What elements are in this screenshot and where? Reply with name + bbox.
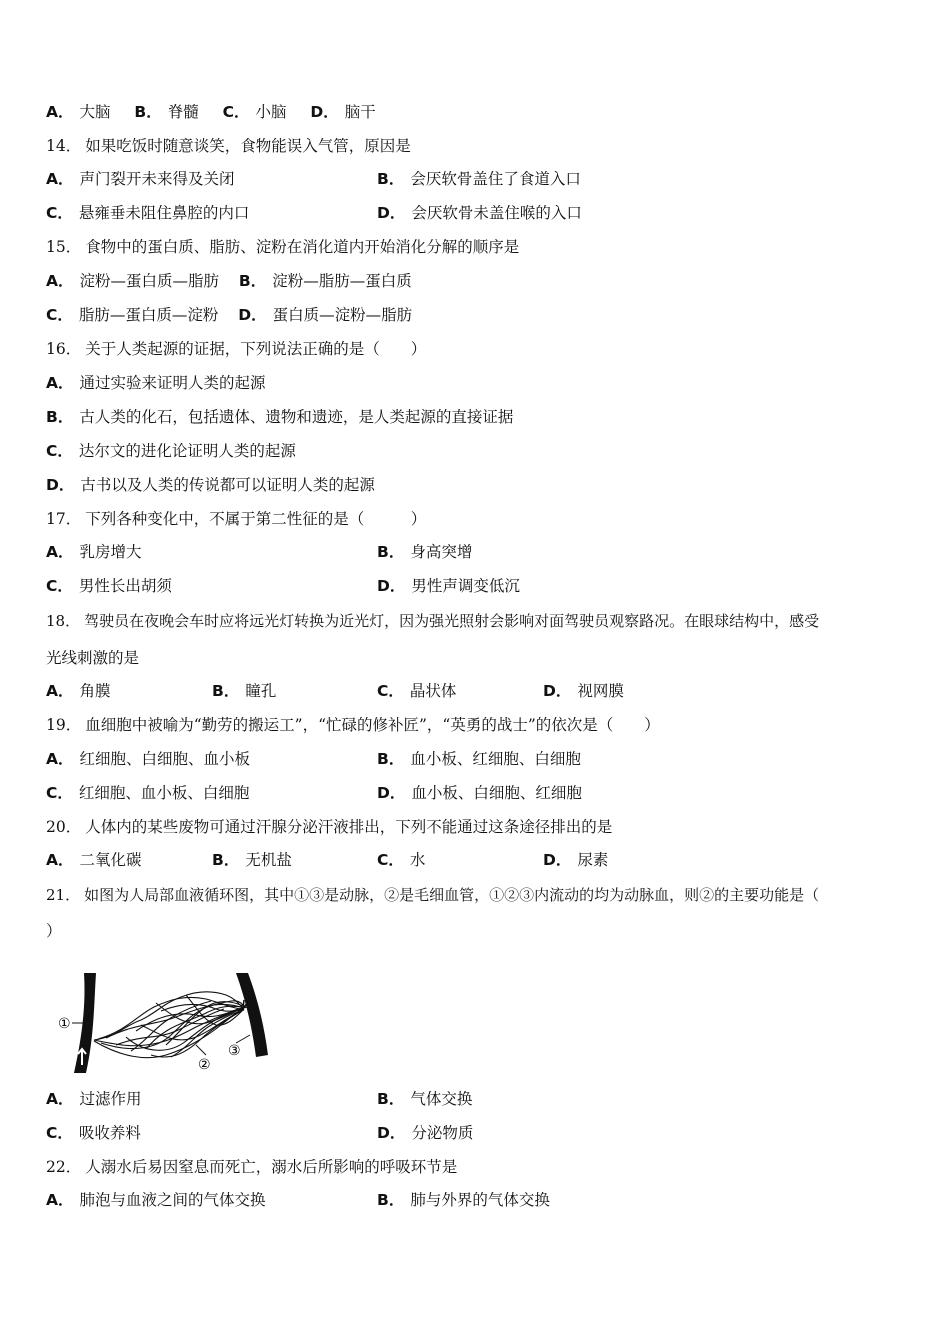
q21-option-d [377, 1122, 473, 1144]
q15-option-c-label: C． [46, 306, 73, 324]
q17-option-a [46, 541, 142, 563]
q13-option-d-label: D． [310, 103, 339, 121]
q16-option-d [46, 474, 375, 496]
q13-options [46, 101, 376, 123]
q14-number: 14． [46, 137, 82, 155]
q14-stem [46, 135, 411, 157]
q14-option-a-text: 声门裂开未来得及关闭 [79, 170, 235, 188]
q19-option-c-label: C． [46, 784, 73, 802]
q19-option-d-text: 血小板、白细胞、红细胞 [411, 784, 582, 802]
figure-label-3: ③ [228, 1043, 241, 1059]
q21-option-b-label: B． [377, 1090, 405, 1108]
q17-option-b-label: B． [377, 543, 405, 561]
q18-stem-line1 [46, 610, 819, 632]
q20-option-b-text: 无机盐 [245, 851, 292, 869]
q22-option-b [377, 1189, 550, 1211]
q13-option-a-label: A． [46, 103, 74, 121]
q17-option-d-text: 男性声调变低沉 [411, 577, 520, 595]
q19-option-a [46, 748, 250, 770]
q16-option-a-text: 通过实验来证明人类的起源 [79, 374, 266, 392]
q16-option-d-text: 古书以及人类的传说都可以证明人类的起源 [80, 476, 375, 494]
q16-option-b-text: 古人类的化石，包括遗体、遗物和遗迹，是人类起源的直接证据 [79, 408, 514, 426]
q14-option-a-label: A． [46, 170, 74, 188]
q19-number: 19． [46, 716, 82, 734]
q15-options-row1 [46, 270, 412, 292]
q15-number: 15． [46, 238, 82, 256]
artery-3-vessel [236, 973, 268, 1057]
q20-text: 人体内的某些废物可通过汗腺分泌汗液排出，下列不能通过这条途径排出的是 [85, 818, 613, 836]
q21-number: 21． [46, 886, 81, 904]
figure-label-1: ① [58, 1016, 71, 1032]
capillary-network [94, 992, 244, 1058]
q17-option-a-text: 乳房增大 [79, 543, 142, 561]
leader-line-3 [236, 1035, 250, 1043]
q19-option-b [377, 748, 581, 770]
q20-option-c [377, 849, 425, 871]
q19-option-d-label: D． [377, 784, 406, 802]
q14-option-b [377, 168, 581, 190]
q19-text: 血细胞中被喻为“勤劳的搬运工”，“忙碌的修补匠”，“英勇的战士”的依次是（ ） [85, 716, 660, 734]
q19-option-a-text: 红细胞、白细胞、血小板 [79, 750, 251, 768]
q16-option-c [46, 440, 296, 462]
q16-option-c-text: 达尔文的进化论证明人类的起源 [78, 442, 296, 460]
q16-option-d-label: D． [46, 476, 75, 494]
q16-option-a [46, 372, 266, 394]
q20-option-a-text: 二氧化碳 [79, 851, 142, 869]
q18-option-d-text: 视网膜 [577, 682, 624, 700]
q20-option-d-text: 尿素 [577, 851, 609, 869]
q18-option-c-text: 晶状体 [409, 682, 457, 700]
q21-option-c [46, 1122, 141, 1144]
q15-option-a-text: 淀粉—蛋白质—脂肪 [79, 272, 220, 290]
q20-option-a [46, 849, 142, 871]
q17-option-a-label: A． [46, 543, 74, 561]
q16-option-c-label: C． [46, 442, 73, 460]
q20-option-d-label: D． [543, 851, 572, 869]
q15-text: 食物中的蛋白质、脂肪、淀粉在消化道内开始消化分解的顺序是 [85, 238, 520, 256]
q16-stem [46, 338, 426, 360]
q17-option-c-text: 男性长出胡须 [78, 577, 172, 595]
q13-option-a-text: 大脑 [79, 103, 111, 121]
q16-option-b [46, 406, 513, 428]
q22-option-a [46, 1189, 266, 1211]
q18-option-d [543, 680, 624, 702]
q14-option-c-text: 悬雍垂未阻住鼻腔的内口 [78, 204, 250, 222]
q16-text: 关于人类起源的证据，下列说法正确的是（ ） [85, 340, 427, 358]
q22-stem [46, 1156, 457, 1178]
q20-option-b [212, 849, 292, 871]
q20-option-d [543, 849, 608, 871]
q19-option-c [46, 782, 249, 804]
q15-stem [46, 236, 519, 258]
q21-option-a [46, 1088, 142, 1110]
blood-circulation-figure [46, 965, 286, 1075]
q14-text: 如果吃饭时随意谈笑，食物能误入气管，原因是 [85, 137, 411, 155]
q15-option-c-text: 脂肪—蛋白质—淀粉 [78, 306, 219, 324]
q18-option-d-label: D． [543, 682, 572, 700]
q21-stem-line1 [46, 884, 819, 906]
q14-option-d [377, 202, 582, 224]
q17-option-b-text: 身高突增 [410, 543, 473, 561]
q18-option-a-label: A． [46, 682, 74, 700]
q15-option-d-label: D． [238, 306, 267, 324]
q17-number: 17． [46, 510, 82, 528]
q17-text: 下列各种变化中，不属于第二性征的是（ ） [85, 510, 427, 528]
q19-stem [46, 714, 660, 736]
q21-text-line2: ） [46, 922, 62, 940]
q17-option-b [377, 541, 472, 563]
q18-option-a [46, 680, 111, 702]
q16-option-a-label: A． [46, 374, 74, 392]
q18-number: 18． [46, 612, 81, 630]
q20-number: 20． [46, 818, 82, 836]
q19-option-a-label: A． [46, 750, 74, 768]
q14-option-d-label: D． [377, 204, 406, 222]
q18-text-line1: 驾驶员在夜晚会车时应将远光灯转换为近光灯，因为强光照射会影响对面驾驶员观察路况。在眼球结构中，感受 [84, 612, 820, 630]
q22-text: 人溺水后易因窒息而死亡，溺水后所影响的呼吸环节是 [85, 1158, 458, 1176]
q21-option-b-text: 气体交换 [410, 1090, 473, 1108]
leader-line-2 [196, 1045, 206, 1055]
q17-stem [46, 508, 426, 530]
q21-stem-line2 [46, 920, 62, 942]
q14-option-d-text: 会厌软骨未盖住喉的入口 [411, 204, 582, 222]
q22-option-a-text: 肺泡与血液之间的气体交换 [79, 1191, 266, 1209]
q15-option-d-text: 蛋白质—淀粉—脂肪 [272, 306, 413, 324]
q20-option-c-label: C． [377, 851, 404, 869]
q20-option-c-text: 水 [409, 851, 426, 869]
q13-option-b-label: B． [134, 103, 162, 121]
q17-option-c-label: C． [46, 577, 73, 595]
q18-stem-line2 [46, 647, 139, 669]
q15-options-row2 [46, 304, 412, 326]
q15-option-a-label: A． [46, 272, 74, 290]
q18-option-b [212, 680, 276, 702]
q22-number: 22． [46, 1158, 82, 1176]
q20-option-b-label: B． [212, 851, 240, 869]
q21-option-c-label: C． [46, 1124, 73, 1142]
q18-option-c [377, 680, 456, 702]
q18-option-b-text: 瞳孔 [245, 682, 277, 700]
q14-option-c-label: C． [46, 204, 73, 222]
q14-option-c [46, 202, 249, 224]
q15-option-b-label: B． [238, 272, 267, 290]
q17-option-d [377, 575, 520, 597]
q19-option-d [377, 782, 582, 804]
q13-option-c-text: 小脑 [255, 103, 287, 121]
q18-text-line2: 光线刺激的是 [46, 649, 140, 667]
q21-text-line1: 如图为人局部血液循环图，其中①③是动脉，②是毛细血管，①②③内流动的均为动脉血，则②的主要功能是（ [84, 886, 820, 904]
q16-option-b-label: B． [46, 408, 74, 426]
q20-stem [46, 816, 612, 838]
q19-option-b-label: B． [377, 750, 405, 768]
q18-option-b-label: B． [212, 682, 240, 700]
q18-option-c-label: C． [377, 682, 404, 700]
q14-option-b-label: B． [377, 170, 405, 188]
q17-option-c [46, 575, 172, 597]
q22-option-b-label: B． [377, 1191, 405, 1209]
q21-option-d-label: D． [377, 1124, 406, 1142]
q19-option-c-text: 红细胞、血小板、白细胞 [78, 784, 250, 802]
q16-number: 16． [46, 340, 82, 358]
q22-option-b-text: 肺与外界的气体交换 [410, 1191, 550, 1209]
q13-option-b-text: 脊髓 [167, 103, 199, 121]
q20-option-a-label: A． [46, 851, 74, 869]
q17-option-d-label: D． [377, 577, 406, 595]
q21-option-b [377, 1088, 472, 1110]
q13-option-c-label: C． [222, 103, 250, 121]
q19-option-b-text: 血小板、红细胞、白细胞 [410, 750, 581, 768]
q15-option-b-text: 淀粉—脂肪—蛋白质 [272, 272, 412, 290]
q18-option-a-text: 角膜 [79, 682, 111, 700]
q22-option-a-label: A． [46, 1191, 74, 1209]
q13-option-d-text: 脑干 [344, 103, 376, 121]
figure-label-2: ② [198, 1057, 211, 1073]
q21-option-d-text: 分泌物质 [411, 1124, 474, 1142]
q21-option-a-text: 过滤作用 [79, 1090, 142, 1108]
q14-option-a [46, 168, 235, 190]
q21-option-c-text: 吸收养料 [78, 1124, 141, 1142]
q21-option-a-label: A． [46, 1090, 74, 1108]
q14-option-b-text: 会厌软骨盖住了食道入口 [410, 170, 581, 188]
